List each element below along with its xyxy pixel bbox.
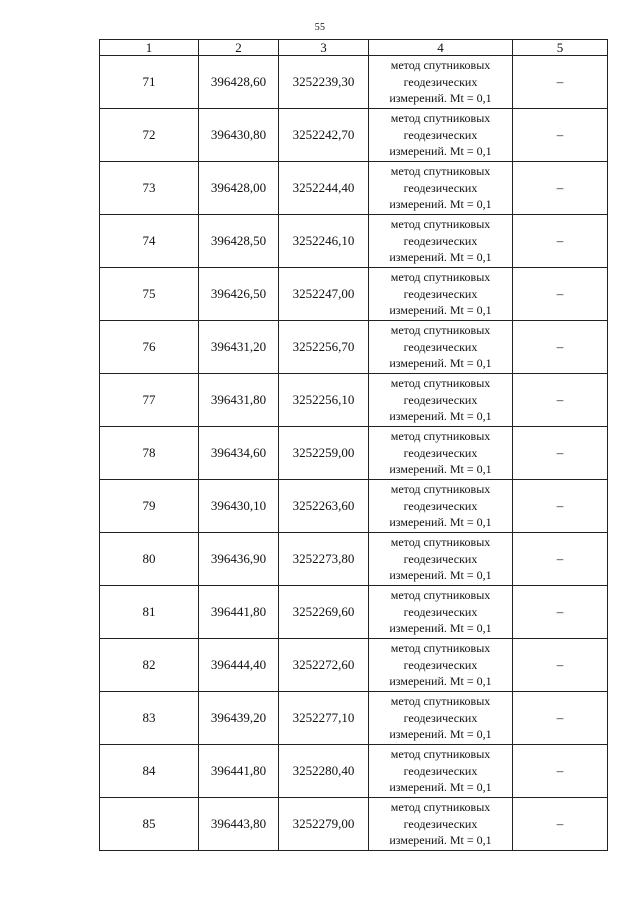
header-col-2: 2 [199, 40, 279, 56]
x-coordinate-cell: 396430,10 [199, 480, 279, 533]
x-coordinate-cell: 396434,60 [199, 427, 279, 480]
note-cell: – [513, 692, 608, 745]
coordinates-table [99, 39, 608, 851]
method-text-line: геодезических [403, 127, 478, 142]
x-coordinate-cell: 396430,80 [199, 109, 279, 162]
y-coordinate-cell: 3252279,00 [279, 798, 369, 851]
method-text-line: измерений. Mt = 0,1 [389, 356, 492, 371]
method-text-line: метод спутниковых [390, 217, 491, 232]
x-coordinate-cell: 396443,80 [199, 798, 279, 851]
note-cell: – [513, 56, 608, 109]
method-text-line: геодезических [403, 286, 478, 301]
method-text-line: геодезических [403, 657, 478, 672]
table-row [100, 586, 608, 639]
method-text-line: метод спутниковых [390, 429, 491, 444]
note-cell: – [513, 109, 608, 162]
method-text-line: измерений. Mt = 0,1 [389, 462, 492, 477]
method-text-line: измерений. Mt = 0,1 [389, 568, 492, 583]
point-number-cell: 80 [100, 533, 199, 586]
method-cell [369, 268, 513, 321]
method-text-line: метод спутниковых [390, 588, 491, 603]
table-row [100, 162, 608, 215]
header-col-5: 5 [513, 40, 608, 56]
method-cell [369, 109, 513, 162]
method-text-line: метод спутниковых [390, 270, 491, 285]
header-col-1: 1 [100, 40, 199, 56]
y-coordinate-cell: 3252263,60 [279, 480, 369, 533]
point-number-cell: 83 [100, 692, 199, 745]
x-coordinate-cell: 396439,20 [199, 692, 279, 745]
table-row [100, 692, 608, 745]
table-row [100, 798, 608, 851]
y-coordinate-cell: 3252273,80 [279, 533, 369, 586]
y-coordinate-cell: 3252259,00 [279, 427, 369, 480]
point-number-cell: 75 [100, 268, 199, 321]
method-text-line: геодезических [403, 551, 478, 566]
method-cell [369, 56, 513, 109]
y-coordinate-cell: 3252280,40 [279, 745, 369, 798]
note-cell: – [513, 798, 608, 851]
method-text-line: измерений. Mt = 0,1 [389, 621, 492, 636]
page-number: 55 [314, 22, 326, 33]
method-text-line: измерений. Mt = 0,1 [389, 303, 492, 318]
method-text-line: измерений. Mt = 0,1 [389, 833, 492, 848]
method-text-line: геодезических [403, 180, 478, 195]
point-number-cell: 79 [100, 480, 199, 533]
x-coordinate-cell: 396436,90 [199, 533, 279, 586]
y-coordinate-cell: 3252244,40 [279, 162, 369, 215]
table-row [100, 268, 608, 321]
point-number-cell: 81 [100, 586, 199, 639]
table-row [100, 745, 608, 798]
point-number-cell: 76 [100, 321, 199, 374]
method-cell [369, 798, 513, 851]
x-coordinate-cell: 396431,80 [199, 374, 279, 427]
method-text-line: метод спутниковых [390, 641, 491, 656]
table-row [100, 374, 608, 427]
method-text-line: метод спутниковых [390, 376, 491, 391]
method-cell [369, 374, 513, 427]
note-cell: – [513, 268, 608, 321]
y-coordinate-cell: 3252277,10 [279, 692, 369, 745]
point-number-cell: 74 [100, 215, 199, 268]
x-coordinate-cell: 396428,50 [199, 215, 279, 268]
x-coordinate-cell: 396431,20 [199, 321, 279, 374]
method-text-line: геодезических [403, 710, 478, 725]
method-text-line: измерений. Mt = 0,1 [389, 250, 492, 265]
table-row [100, 215, 608, 268]
table-row [100, 639, 608, 692]
note-cell: – [513, 427, 608, 480]
method-text-line: геодезических [403, 392, 478, 407]
table-row [100, 56, 608, 109]
point-number-cell: 73 [100, 162, 199, 215]
header-col-4: 4 [369, 40, 513, 56]
method-text-line: метод спутниковых [390, 747, 491, 762]
header-col-3: 3 [279, 40, 369, 56]
method-cell [369, 427, 513, 480]
point-number-cell: 85 [100, 798, 199, 851]
method-text-line: метод спутниковых [390, 164, 491, 179]
x-coordinate-cell: 396428,00 [199, 162, 279, 215]
method-text-line: измерений. Mt = 0,1 [389, 674, 492, 689]
table-row [100, 109, 608, 162]
x-coordinate-cell: 396441,80 [199, 586, 279, 639]
y-coordinate-cell: 3252242,70 [279, 109, 369, 162]
note-cell: – [513, 321, 608, 374]
point-number-cell: 77 [100, 374, 199, 427]
note-cell: – [513, 480, 608, 533]
y-coordinate-cell: 3252246,10 [279, 215, 369, 268]
header-row [100, 40, 608, 56]
method-text-line: измерений. Mt = 0,1 [389, 144, 492, 159]
method-text-line: геодезических [403, 604, 478, 619]
method-text-line: геодезических [403, 339, 478, 354]
table-row [100, 321, 608, 374]
method-text-line: метод спутниковых [390, 482, 491, 497]
note-cell: – [513, 745, 608, 798]
method-text-line: измерений. Mt = 0,1 [389, 727, 492, 742]
method-text-line: измерений. Mt = 0,1 [389, 409, 492, 424]
y-coordinate-cell: 3252272,60 [279, 639, 369, 692]
x-coordinate-cell: 396444,40 [199, 639, 279, 692]
x-coordinate-cell: 396441,80 [199, 745, 279, 798]
method-text-line: метод спутниковых [390, 58, 491, 73]
method-text-line: измерений. Mt = 0,1 [389, 515, 492, 530]
method-text-line: метод спутниковых [390, 323, 491, 338]
note-cell: – [513, 374, 608, 427]
note-cell: – [513, 162, 608, 215]
method-text-line: метод спутниковых [390, 111, 491, 126]
method-cell [369, 321, 513, 374]
method-text-line: измерений. Mt = 0,1 [389, 91, 492, 106]
note-cell: – [513, 215, 608, 268]
table-row [100, 480, 608, 533]
method-cell [369, 639, 513, 692]
method-text-line: геодезических [403, 233, 478, 248]
point-number-cell: 82 [100, 639, 199, 692]
point-number-cell: 72 [100, 109, 199, 162]
method-text-line: измерений. Mt = 0,1 [389, 780, 492, 795]
method-cell [369, 586, 513, 639]
method-text-line: метод спутниковых [390, 800, 491, 815]
y-coordinate-cell: 3252247,00 [279, 268, 369, 321]
method-cell [369, 533, 513, 586]
y-coordinate-cell: 3252269,60 [279, 586, 369, 639]
method-text-line: геодезических [403, 816, 478, 831]
table-row [100, 533, 608, 586]
x-coordinate-cell: 396428,60 [199, 56, 279, 109]
method-cell [369, 162, 513, 215]
point-number-cell: 78 [100, 427, 199, 480]
note-cell: – [513, 639, 608, 692]
x-coordinate-cell: 396426,50 [199, 268, 279, 321]
method-text-line: геодезических [403, 763, 478, 778]
point-number-cell: 84 [100, 745, 199, 798]
note-cell: – [513, 533, 608, 586]
note-cell: – [513, 586, 608, 639]
point-number-cell: 71 [100, 56, 199, 109]
method-text-line: геодезических [403, 445, 478, 460]
method-cell [369, 480, 513, 533]
method-text-line: измерений. Mt = 0,1 [389, 197, 492, 212]
y-coordinate-cell: 3252256,10 [279, 374, 369, 427]
y-coordinate-cell: 3252256,70 [279, 321, 369, 374]
y-coordinate-cell: 3252239,30 [279, 56, 369, 109]
method-text-line: геодезических [403, 74, 478, 89]
table-row [100, 427, 608, 480]
method-cell [369, 745, 513, 798]
method-cell [369, 692, 513, 745]
method-text-line: геодезических [403, 498, 478, 513]
method-text-line: метод спутниковых [390, 535, 491, 550]
method-text-line: метод спутниковых [390, 694, 491, 709]
method-cell [369, 215, 513, 268]
